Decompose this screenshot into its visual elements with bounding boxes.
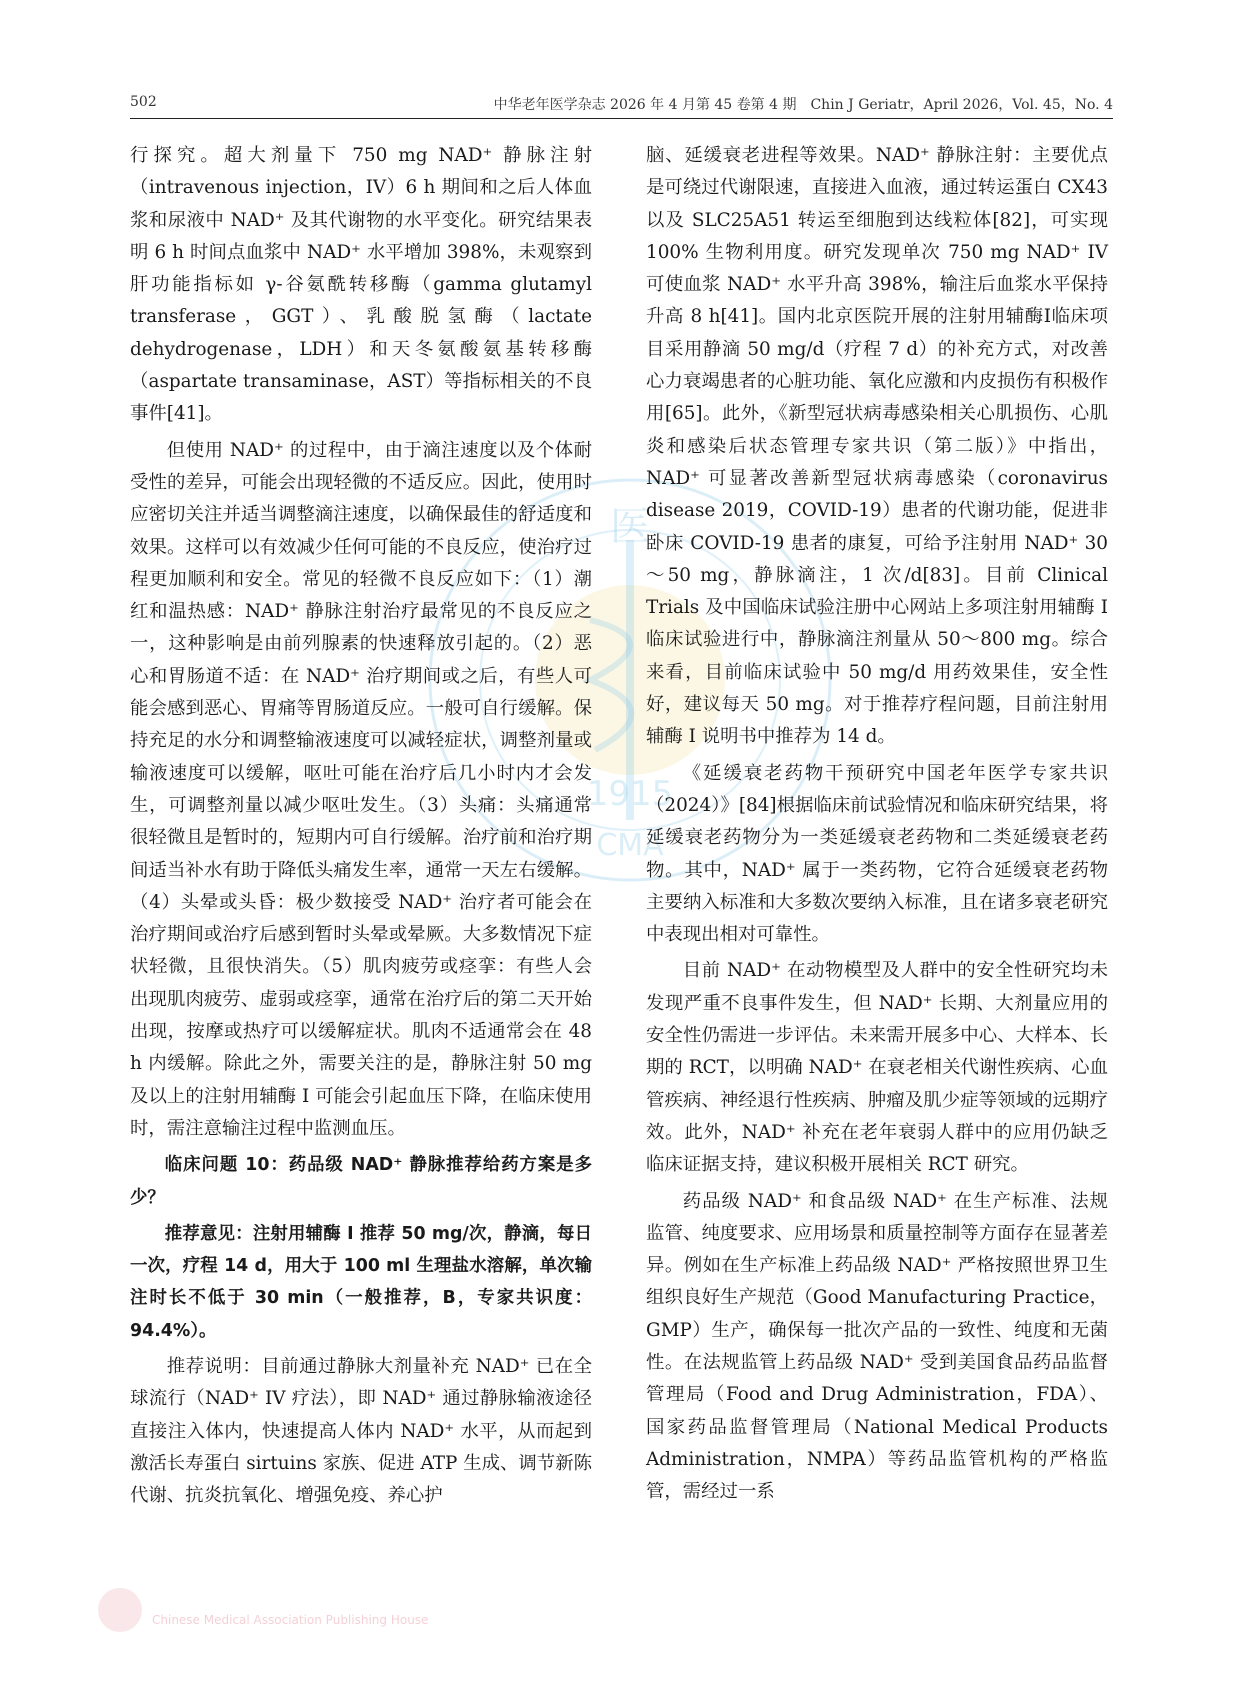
right-column-paragraph: 《延缓衰老药物干预研究中国老年医学专家共识（2024）》[84]根据临床前试验情况和临床研究结果，将延缓衰老药物分为一类延缓衰老药物和二类延缓衰老药物。其中，NAD⁺ 属于一类药物，它符合延缓衰老药物主要纳入标准和大多数次要纳入标准，且在诸多衰老研究中表现出相对可靠性。 [646, 762, 1108, 946]
running-header [130, 92, 1113, 119]
watermark-char: 医 [610, 504, 650, 550]
left-column-paragraph: 临床问题 10：药品级 NAD⁺ 静脉推荐给药方案是多少？ [130, 1155, 592, 1208]
page-number: 502 [130, 94, 157, 110]
right-column-paragraph: 药品级 NAD⁺ 和食品级 NAD⁺ 在生产标准、法规监管、纯度要求、应用场景和质量控制等方面存在显著差异。例如在生产标准上药品级 NAD⁺ 严格按照世界卫生组织良好生产规范（Good Manufacturing Practice，GMP）生产，确保每一批次产品的一致性、纯度和无菌性。在法规监管上药品级 NAD⁺ 受到美国食品药品监督管理局（Food and Drug Administration，FDA）、国家药品监督管理局（National Medical Products Administration，NMPA）等药品监管机构的严格监管，需经过一系 [646, 1190, 1108, 1503]
left-column-paragraph: 但使用 NAD⁺ 的过程中，由于滴注速度以及个体耐受性的差异，可能会出现轻微的不适反应。因此，使用时应密切关注并适当调整滴注速度，以确保最佳的舒适度和效果。这样可以有效减少任何可能的不良反应，使治疗过程更加顺利和安全。常见的轻微不良反应如下：（1）潮红和温热感：NAD⁺ 静脉注射治疗最常见的不良反应之一，这种影响是由前列腺素的快速释放引起的。（2）恶心和胃肠道不适：在 NAD⁺ 治疗期间或之后，有些人可能会感到恶心、胃痛等胃肠道反应。一般可自行缓解。保持充足的水分和调整输液速度可以减轻症状，调整剂量或输液速度可以缓解，呕吐可能在治疗后几小时内才会发生，可调整剂量以减少呕吐发生。（3）头痛：头痛通常很轻微且是暂时的，短期内可自行缓解。治疗前和治疗期间适当补水有助于降低头痛发生率，通常一天左右缓解。（4）头晕或头昏：极少数接受 NAD⁺ 治疗者可能会在治疗期间或治疗后感到暂时头晕或晕厥。大多数情况下症状轻微，且很快消失。（5）肌肉疲劳或痉挛：有些人会出现肌肉疲劳、虚弱或痉挛，通常在治疗后的第二天开始出现，按摩或热疗可以缓解症状。肌肉不适通常会在 48 h 内缓解。除此之外，需要关注的是，静脉注射 50 mg 及以上的注射用辅酶 I 可能会引起血压下降，在临床使用时，需注意输注过程中监测血压。 [130, 439, 592, 1139]
watermark-year: 1915 [586, 774, 674, 814]
right-column [646, 140, 1108, 1512]
watermark-abbr: CMA [596, 828, 664, 863]
right-column-paragraph: 脑、延缓衰老进程等效果。NAD⁺ 静脉注射：主要优点是可绕过代谢限速，直接进入血液，通过转运蛋白 CX43 以及 SLC25A51 转运至细胞到达线粒体[82]，可实现 100% 生物利用度。研究发现单次 750 mg NAD⁺ IV 可使血浆 NAD⁺ 水平升高 398%，输注后血浆水平保持升高 8 h[41]。国内北京医院开展的注射用辅酶Ⅰ临床项目采用静滴 50 mg/d（疗程 7 d）的补充方式，对改善心力衰竭患者的心脏功能、氧化应激和内皮损伤有积极作用[65]。此外，《新型冠状病毒感染相关心肌损伤、心肌炎和感染后状态管理专家共识（第二版）》中指出，NAD⁺ 可显著改善新型冠状病毒感染（coronavirus disease 2019，COVID-19）患者的代谢功能，促进非卧床 COVID-19 患者的康复，可给予注射用 NAD⁺ 30～50 mg，静脉滴注，1 次/d[83]。目前 Clinical Trials 及中国临床试验注册中心网站上多项注射用辅酶 I 临床试验进行中，静脉滴注剂量从 50～800 mg。综合来看，目前临床试验中 50 mg/d 用药效果佳，安全性好，建议每天 50 mg。对于推荐疗程问题，目前注射用辅酶 I 说明书中推荐为 14 d。 [646, 145, 1108, 748]
left-column-paragraph: 行探究。超大剂量下 750 mg NAD⁺ 静脉注射（intravenous injection，IV）6 h 期间和之后人体血浆和尿液中 NAD⁺ 及其代谢物的水平变化。研究结果表明 6 h 时间点血浆中 NAD⁺ 水平增加 398%，未观察到肝功能指标如 γ-谷氨酰转移酶（gamma glutamyl transferase，GGT）、乳酸脱氢酶（lactate dehydrogenase，LDH）和天冬氨酸氨基转移酶（aspartate transaminase，AST）等指标相关的不良事件[41]。 [130, 145, 592, 425]
publisher-watermark [90, 1580, 590, 1640]
journal-citation: 中华老年医学杂志 2026 年 4 月第 45 卷第 4 期 Chin J Geriatr，April 2026，Vol. 45，No. 4 [493, 97, 1113, 113]
left-column-paragraph: 推荐意见：注射用辅酶 I 推荐 50 mg/次，静滴，每日一次，疗程 14 d，用大于 100 ml 生理盐水溶解，单次输注时长不低于 30 min（一般推荐，B，专家共识度：94.4%）。 [130, 1223, 592, 1341]
publisher-name: Chinese Medical Association Publishing House [152, 1613, 429, 1627]
right-column-paragraph: 目前 NAD⁺ 在动物模型及人群中的安全性研究均未发现严重不良事件发生，但 NAD⁺ 长期、大剂量应用的安全性仍需进一步评估。未来需开展多中心、大样本、长期的 RCT，以明确 NAD⁺ 在衰老相关代谢性疾病、心血管疾病、神经退行性疾病、肿瘤及肌少症等领域的远期疗效。此外，NAD⁺ 补充在老年衰弱人群中的应用仍缺乏临床证据支持，建议积极开展相关 RCT 研究。 [646, 960, 1108, 1176]
left-column-paragraph: 推荐说明：目前通过静脉大剂量补充 NAD⁺ 已在全球流行（NAD⁺ IV 疗法），即 NAD⁺ 通过静脉输液途径直接注入体内，快速提高人体内 NAD⁺ 水平，从而起到激活长寿蛋白 sirtuins 家族、促进 ATP 生成、调节新陈代谢、抗炎抗氧化、增强免疫、养心护 [130, 1355, 592, 1507]
left-column [130, 140, 592, 1516]
